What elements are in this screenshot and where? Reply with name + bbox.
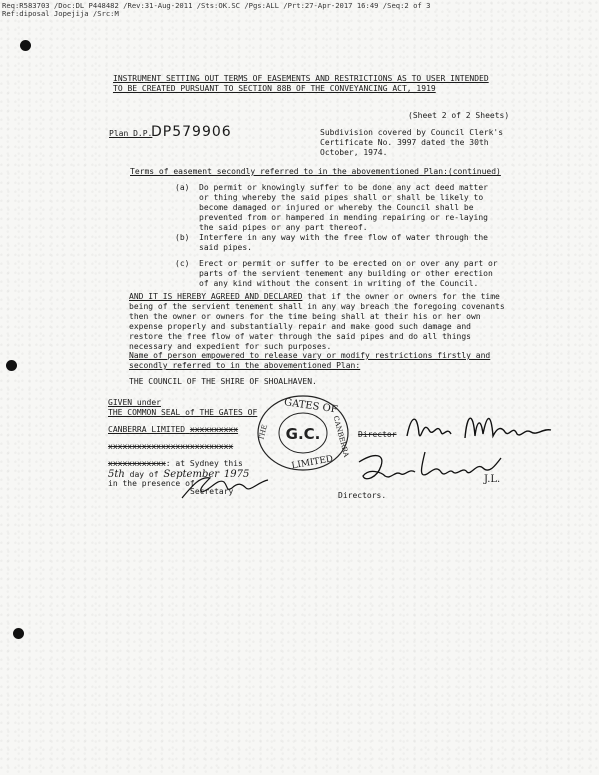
print-header-line-1: Req:R583703 /Doc:DL P448482 /Rev:31-Aug-2011 /Sts:OK.SC /Pgs:ALL /Prt:27-Apr-2017 16:49 /Seq:2 of 3 <box>2 1 431 10</box>
given-under: GIVEN under <box>108 398 161 407</box>
director-struck: Director <box>358 430 397 439</box>
handwritten-day: 5th <box>108 469 125 480</box>
secretary-signature <box>180 468 270 502</box>
agreement-body: that if the owner or owners for the time being of the servient tenement shall in any way breach the foregoing covenants then the owner or owners for the time being shall at their his or her own expense properly and substantially repair and make good such damage and restore the free flow of water through the said pipes and do all things necessary and expedient for such purposes. <box>129 292 505 351</box>
seal-top-text: GATES OF <box>283 397 339 416</box>
seal-bottom-text: LIMITED <box>290 454 334 472</box>
directors-label: Directors. <box>338 491 387 500</box>
clause-text: Erect or permit or suffer to be erected on or over any part or parts of the servient tenement any building or other erection of any kind without the consent in writing of the Council. <box>199 259 498 288</box>
struck-text: xxxxxxxxxx <box>189 425 239 434</box>
clause-text: Interfere in any way with the free flow of water through the said pipes. <box>199 233 488 252</box>
place-line <box>108 459 243 468</box>
document-title <box>113 74 489 94</box>
director-signature-2 <box>355 448 505 488</box>
clause-text: Do permit or knowingly suffer to be done any act deed matter or thing whereby the said pipes shall or shall be likely to become damaged or injured or whereby the Council shall be prevented from or hampered in mending repairing or re-laying the said pipes or any part thereof. <box>199 183 488 232</box>
council-name: THE COUNCIL OF THE SHIRE OF SHOALHAVEN. <box>129 377 317 386</box>
seal-left-text: THE <box>257 423 269 442</box>
plan-number: DP579906 <box>151 124 232 140</box>
presence-line: in the presence of <box>108 479 195 488</box>
struck-text: xxxxxxxxxxxx <box>108 459 166 468</box>
company-seal-icon <box>255 393 351 473</box>
struck-text: xxxxxxxxxxxxxxxxxxxxxxxxxx <box>108 442 234 451</box>
handwritten-month: September <box>163 469 220 480</box>
release-paragraph: Name of person empowered to release vary or modify restrictions firstly and secondly referred to in the abovementioned Plan: <box>129 351 491 370</box>
place-text: : at Sydney this <box>165 459 243 468</box>
subdivision-note: Subdivision covered by Council Clerk's Certificate No. 3997 dated the 30th October, 1974. <box>320 128 504 157</box>
initials: J.L. <box>484 474 501 485</box>
title-line-1: INSTRUMENT SETTING OUT TERMS OF EASEMENTS AND RESTRICTIONS AS TO USER INTENDED <box>113 74 489 83</box>
clause-label: (b) <box>175 233 190 242</box>
punch-hole <box>6 360 17 371</box>
sheet-number: (Sheet 2 of 2 Sheets) <box>408 111 510 120</box>
terms-heading: Terms of easement secondly referred to in the abovementioned Plan:(continued) <box>130 167 501 176</box>
plan-label: Plan D.P. <box>109 129 153 138</box>
handwritten-year: 1975 <box>223 469 250 480</box>
company-name: CANBERRA LIMITED <box>108 425 186 434</box>
punch-hole <box>13 628 24 639</box>
agreement-paragraph <box>129 292 505 352</box>
agreement-lead: AND IT IS HEREBY AGREED AND DECLARED <box>129 292 303 301</box>
date-text: day of <box>124 470 164 479</box>
title-line-2: TO BE CREATED PURSUANT TO SECTION 88B OF THE CONVEYANCING ACT, 1919 <box>113 84 436 93</box>
seal-center-text: G.C. <box>285 425 321 443</box>
punch-hole <box>20 40 31 51</box>
seal-right-text: CANBERRA <box>331 414 351 458</box>
secretary-label: Secretary <box>190 487 234 496</box>
common-seal-line: THE COMMON SEAL of THE GATES OF <box>108 408 258 417</box>
print-header-line-2: Ref:diposal Jopejija /Src:M <box>2 9 119 18</box>
company-line <box>108 425 238 434</box>
director-signature-1 <box>405 408 555 448</box>
clause-label: (a) <box>175 183 190 192</box>
clause-label: (c) <box>175 259 190 268</box>
